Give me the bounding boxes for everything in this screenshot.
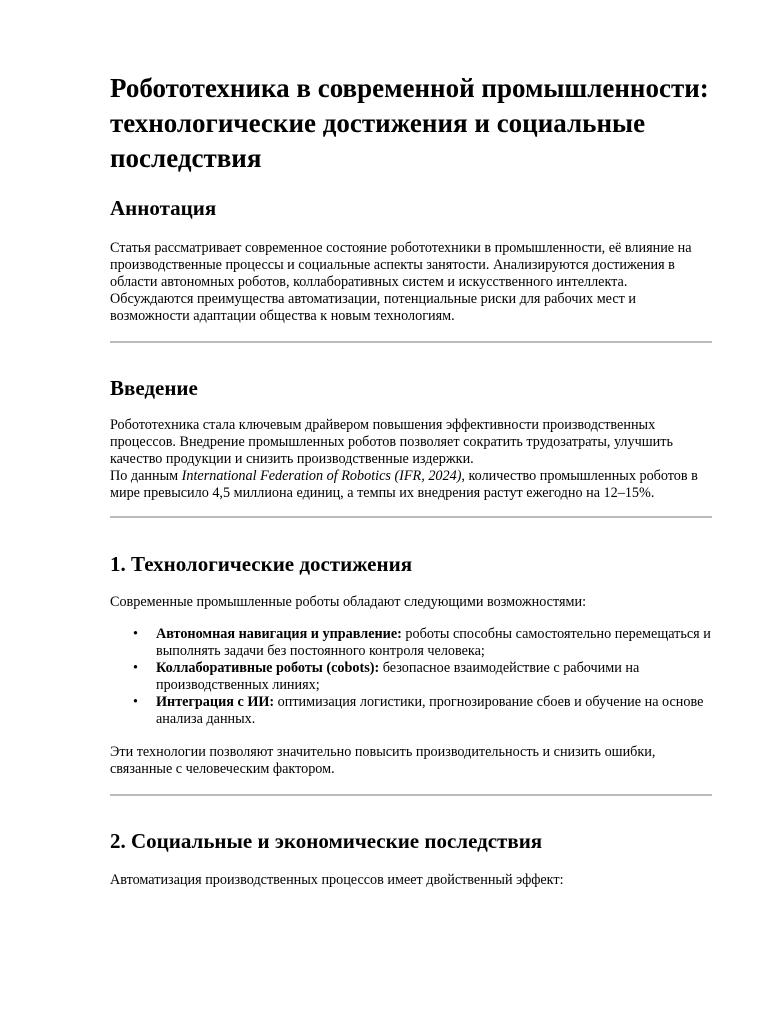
bullet-icon: • (133, 660, 138, 676)
section-divider (110, 341, 712, 343)
list-item (133, 660, 712, 694)
list-item (133, 626, 712, 660)
abstract-heading: Аннотация (110, 196, 217, 220)
section-divider (110, 794, 712, 796)
abstract-text: Статья рассматривает современное состояние робототехники в промышленности, её влияние на производственные процессы и социальные аспекты занятости. Анализируются достижения в области автономных роботов, коллаборативных систем и искусственного интеллекта. Обсуждаются преимущества автоматизации, потенциальные риски для рабочих мест и возможности адаптации общества к новым технологиям. (110, 240, 692, 324)
list-item-desc: роботы способны самостоятельно перемещаться и выполнять задачи без постоянного контроля человека; (156, 626, 711, 659)
section1-lead: Современные промышленные роботы обладают следующими возможностями: (110, 594, 587, 610)
section-divider (110, 516, 712, 518)
bullet-icon: • (133, 694, 138, 710)
document-title: Робототехника в современной промышленности: технологические достижения и социальные последствия (110, 73, 709, 173)
list-item-term: Коллаборативные роботы (cobots): (156, 660, 380, 676)
list-item-desc: оптимизация логистики, прогнозирование сбоев и обучение на основе анализа данных. (156, 694, 704, 727)
intro-p2-suffix: , количество промышленных роботов в мире превысило 4,5 миллиона единиц, а темпы их внедрения растут ежегодно на 12–15%. (110, 468, 698, 501)
intro-paragraph-2 (110, 468, 712, 502)
intro-source-citation: International Federation of Robotics (IFR, 2024) (181, 468, 462, 484)
section2-heading: 2. Социальные и экономические последствия (110, 829, 543, 853)
bullet-icon: • (133, 626, 138, 642)
list-item (133, 694, 712, 728)
intro-p2-prefix: По данным (110, 468, 182, 484)
section1-closing: Эти технологии позволяют значительно повысить производительность и снизить ошибки, связанные с человеческим фактором. (110, 744, 656, 777)
intro-paragraph-1: Робототехника стала ключевым драйвером повышения эффективности производственных процессов. Внедрение промышленных роботов позволяет сократить трудозатраты, улучшить качество продукции и снизить производственные издержки. (110, 417, 673, 467)
section2-lead: Автоматизация производственных процессов имеет двойственный эффект: (110, 872, 564, 888)
list-item-desc: безопасное взаимодействие с рабочими на производственных линиях; (156, 660, 640, 693)
section1-heading: 1. Технологические достижения (110, 552, 413, 576)
intro-heading: Введение (110, 376, 198, 400)
capabilities-list (110, 626, 712, 728)
list-item-term: Интеграция с ИИ: (156, 694, 275, 710)
list-item-term: Автономная навигация и управление: (156, 626, 402, 642)
